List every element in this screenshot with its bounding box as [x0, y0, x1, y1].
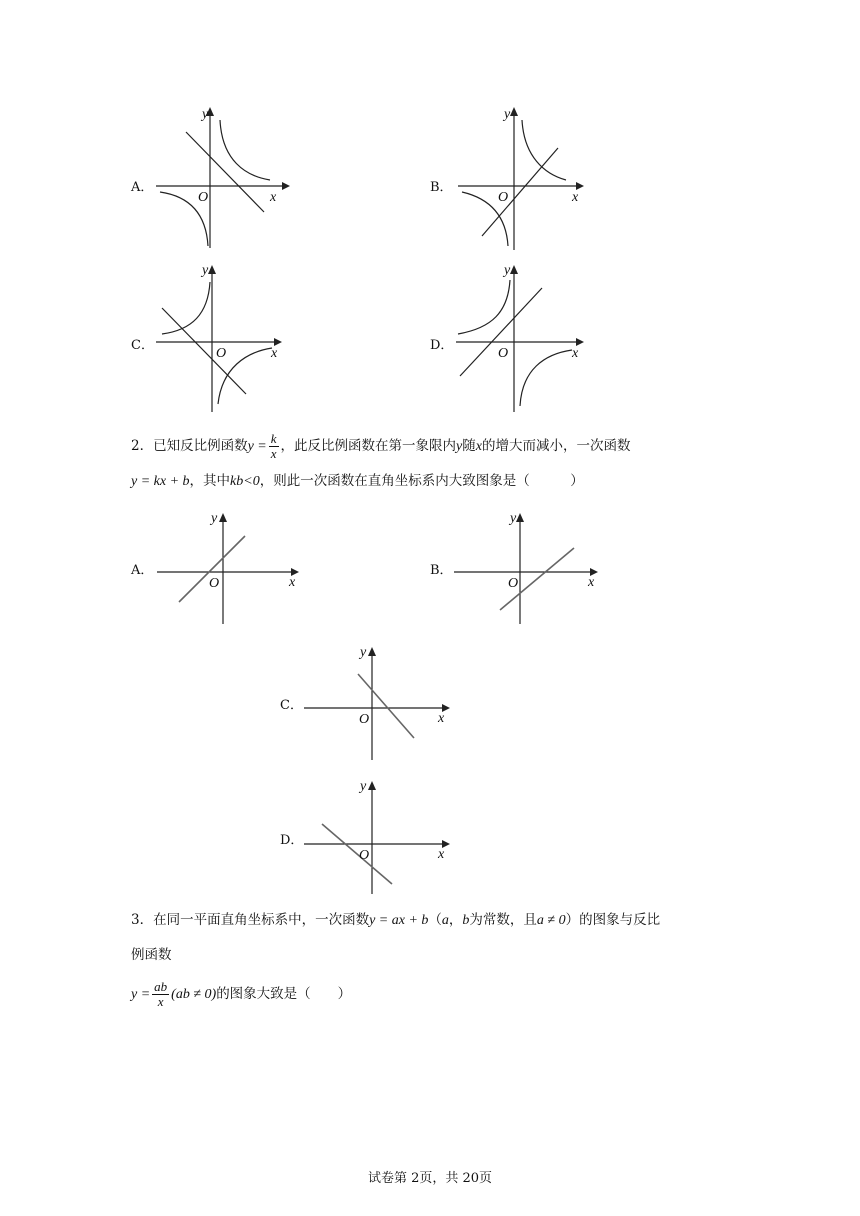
q2-frac-numerator: k	[270, 431, 277, 446]
origin-label: O	[508, 576, 519, 591]
q1-option-a-label[interactable]: A．	[131, 180, 154, 195]
y-axis-arrow	[516, 513, 524, 522]
y-axis-label: y	[360, 779, 367, 794]
q2-var-x: x	[475, 439, 482, 454]
q2-y-equals: y =	[247, 439, 267, 454]
y-axis-label: y	[510, 511, 517, 526]
y-axis-arrow	[208, 265, 216, 274]
y-axis-label: y	[504, 107, 511, 122]
q2-option-d-graph[interactable]	[302, 774, 452, 896]
q2-option-d-label[interactable]: D．	[280, 833, 304, 848]
q2-text-1: 已知反比例函数	[153, 438, 248, 454]
y-axis-label: y	[202, 263, 209, 278]
q2-option-a-graph[interactable]	[155, 506, 300, 626]
q2-line-2	[131, 471, 584, 492]
q2-text-4: 的增大而减小，一次函数	[481, 438, 631, 454]
q3-text-1: 在同一平面直角坐标系中，一次函数	[153, 912, 370, 928]
linear-function-line	[358, 674, 414, 738]
hyperbola-branch-q2	[458, 280, 510, 334]
q3-frac-denominator: x	[157, 994, 164, 1009]
y-axis-arrow	[219, 513, 227, 522]
x-axis-label: x	[572, 190, 579, 205]
q2-text-5: ，其中	[189, 473, 231, 489]
y-axis-arrow	[368, 781, 376, 790]
q1-option-d-graph[interactable]	[452, 258, 592, 418]
q3-var-b: b	[462, 913, 470, 928]
q2-condition: kb<0	[230, 474, 260, 489]
page-footer: 试卷第 2页，共 20页	[367, 1171, 493, 1186]
x-axis-label: x	[438, 711, 445, 726]
linear-function-line	[179, 536, 245, 602]
q3-line-1	[131, 910, 660, 931]
q1-option-d-label[interactable]: D．	[430, 338, 454, 353]
origin-label: O	[209, 576, 220, 591]
q2-text-6: ，则此一次函数在直角坐标系内大致图象是（ ）	[259, 473, 584, 489]
y-axis-arrow	[510, 265, 518, 274]
q2-text-3: 随	[462, 438, 476, 454]
x-axis-arrow	[282, 182, 290, 190]
q2-var-y: y	[456, 439, 463, 454]
linear-function-line	[460, 288, 542, 376]
q3-fraction	[152, 980, 169, 1009]
q1-option-a-graph[interactable]	[150, 100, 290, 260]
q3-frac-numerator: ab	[154, 979, 168, 994]
q3-var-a: a	[441, 913, 449, 928]
linear-function-line	[322, 824, 392, 884]
q3-text-4: 为常数，且	[469, 912, 537, 928]
y-axis-label: y	[211, 511, 218, 526]
hyperbola-branch-q2	[162, 282, 210, 334]
q2-option-b-graph[interactable]	[452, 506, 602, 626]
y-axis-label: y	[360, 645, 367, 660]
y-axis-label: y	[202, 107, 209, 122]
x-axis-arrow	[576, 182, 584, 190]
q3-text-7: 的图象大致是（ ）	[216, 986, 352, 1002]
origin-label: O	[359, 712, 370, 727]
q1-option-c-graph[interactable]	[152, 258, 292, 418]
hyperbola-branch-q4	[520, 350, 572, 406]
y-axis-label: y	[504, 263, 511, 278]
q3-line-2	[131, 945, 172, 965]
q2-fraction	[269, 432, 279, 461]
q2-linear-eq: y = kx + b	[131, 474, 190, 489]
q2-number: 2．	[131, 438, 154, 454]
origin-label: O	[498, 346, 509, 361]
origin-label: O	[359, 848, 370, 863]
q2-option-a-label[interactable]: A．	[131, 563, 154, 578]
q1-option-b-label[interactable]: B．	[430, 180, 453, 195]
x-axis-label: x	[271, 346, 278, 361]
q3-text-3: ，	[448, 912, 463, 928]
x-axis-label: x	[588, 575, 595, 590]
q2-option-b-label[interactable]: B．	[430, 563, 453, 578]
x-axis-label: x	[572, 346, 579, 361]
linear-function-line	[482, 148, 558, 236]
q3-text-2: （	[428, 912, 442, 928]
hyperbola-branch-q1	[220, 120, 270, 180]
hyperbola-branch-q1	[522, 120, 566, 180]
q3-text-5: ）的图象与反比	[565, 912, 661, 928]
q1-option-b-graph[interactable]	[452, 100, 592, 260]
origin-label: O	[216, 346, 227, 361]
q2-option-c-label[interactable]: C．	[280, 698, 303, 713]
x-axis-label: x	[270, 190, 277, 205]
q1-option-c-label[interactable]: C．	[131, 338, 154, 353]
q3-condition-a: a ≠ 0	[536, 913, 566, 928]
q3-text-6: 例函数	[131, 947, 172, 963]
q3-y-equals: y =	[131, 987, 151, 1002]
x-axis-label: x	[289, 575, 296, 590]
q2-frac-denominator: x	[270, 446, 277, 461]
origin-label: O	[498, 190, 509, 205]
y-axis-arrow	[510, 107, 518, 116]
q2-option-c-graph[interactable]	[302, 640, 452, 762]
x-axis-label: x	[438, 847, 445, 862]
linear-function-line	[162, 308, 246, 394]
q3-linear-eq: y = ax + b	[369, 913, 429, 928]
q3-number: 3．	[131, 912, 154, 928]
q3-line-3	[131, 980, 351, 1009]
q3-condition-ab: (ab ≠ 0)	[171, 987, 217, 1002]
x-axis-arrow	[274, 338, 282, 346]
q2-line-1	[131, 432, 630, 461]
q2-text-2: ，此反比例函数在第一象限内	[280, 438, 457, 454]
y-axis-arrow	[368, 647, 376, 656]
origin-label: O	[198, 190, 209, 205]
x-axis-arrow	[576, 338, 584, 346]
